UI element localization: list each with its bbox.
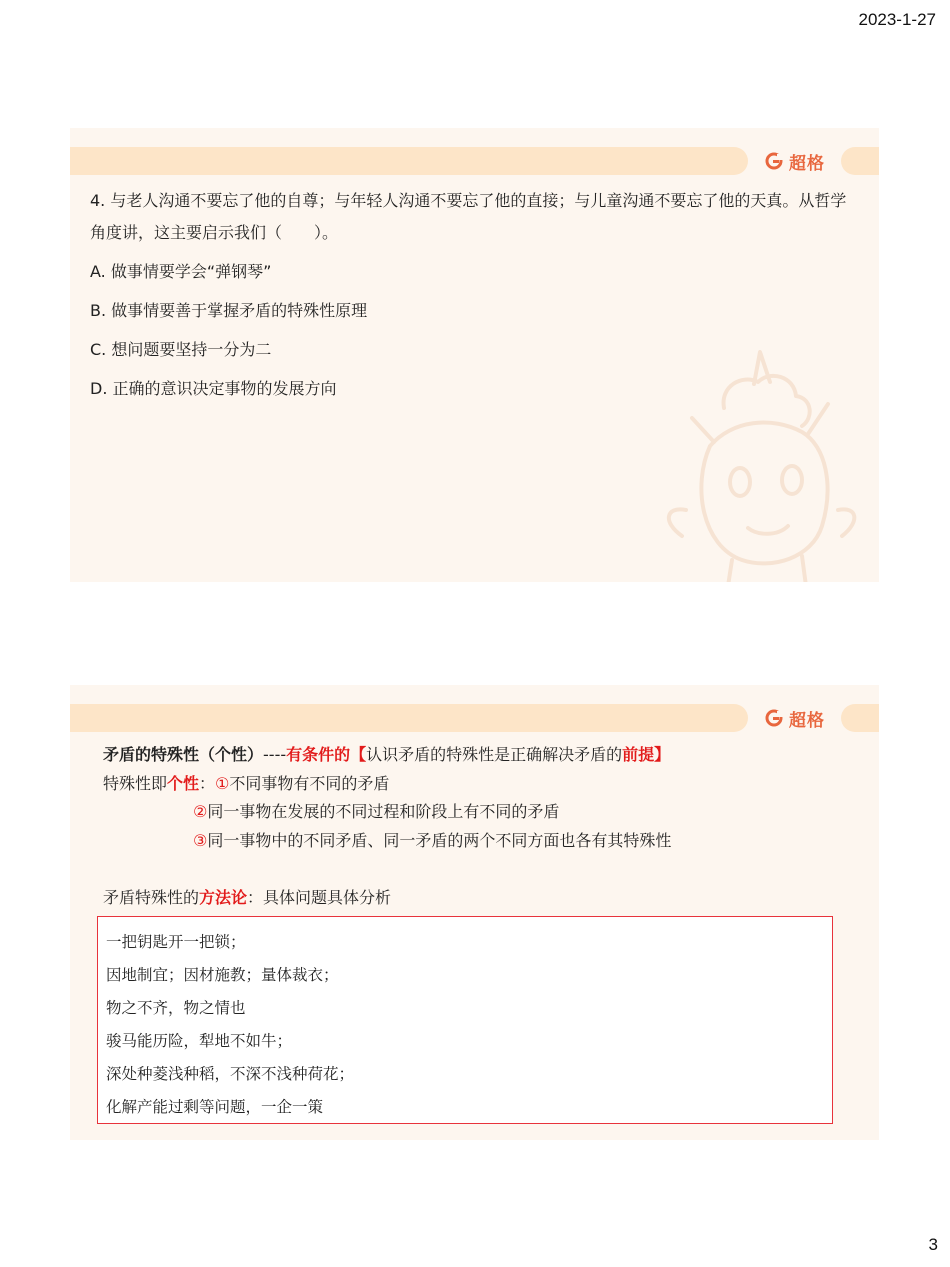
- brand-g-icon: [764, 708, 784, 728]
- example-item: 深处种菱浅种稻，不深不浅种荷花；: [106, 1065, 355, 1083]
- header-bar-tab: [841, 704, 879, 732]
- section-title: 矛盾的特殊性（个性）----有条件的【认识矛盾的特殊性是正确解决矛盾的前提】: [103, 745, 671, 764]
- slide-question-4: [70, 128, 879, 582]
- examples-box: [97, 916, 833, 1124]
- print-date: 2023-1-27: [858, 10, 936, 29]
- slide-contradiction-particularity: [70, 685, 879, 1140]
- brand-logo: [764, 149, 825, 173]
- example-item: 骏马能历险，犁地不如牛；: [106, 1032, 293, 1050]
- brand-name: 超格: [789, 153, 825, 174]
- option-c: C. 想问题要坚持一分为二: [90, 340, 272, 359]
- question-stem: 4. 与老人沟通不要忘了他的自尊；与年轻人沟通不要忘了他的直接；与儿童沟通不要忘了他的天真。从哲学角度讲，这主要启示我们（ ）。: [90, 191, 847, 242]
- individuality-line: 特殊性即个性：①不同事物有不同的矛盾: [103, 774, 390, 793]
- brand-name: 超格: [789, 710, 825, 731]
- header-bar: [70, 147, 748, 175]
- option-b: B. 做事情要善于掌握矛盾的特殊性原理: [90, 301, 368, 320]
- example-item: 物之不齐，物之情也: [106, 999, 246, 1017]
- option-a: A. 做事情要学会“弹钢琴”: [90, 262, 272, 281]
- example-item: 因地制宜；因材施教；量体裁衣；: [106, 966, 339, 984]
- methodology-line: 矛盾特殊性的方法论：具体问题具体分析: [103, 888, 392, 907]
- header-bar: [70, 704, 748, 732]
- header-bar-tab: [841, 147, 879, 175]
- unicorn-mascot-icon: [662, 346, 862, 582]
- individuality-item-2: ②同一事物在发展的不同过程和阶段上有不同的矛盾: [193, 802, 560, 821]
- brand-g-icon: [764, 151, 784, 171]
- example-item: 化解产能过剩等问题，一企一策: [106, 1098, 324, 1116]
- page-number: 3: [928, 1235, 938, 1254]
- individuality-item-3: ③同一事物中的不同矛盾、同一矛盾的两个不同方面也各有其特殊性: [193, 831, 672, 850]
- brand-logo: [764, 706, 825, 730]
- example-item: 一把钥匙开一把锁；: [106, 933, 246, 951]
- option-d: D. 正确的意识决定事物的发展方向: [90, 379, 337, 398]
